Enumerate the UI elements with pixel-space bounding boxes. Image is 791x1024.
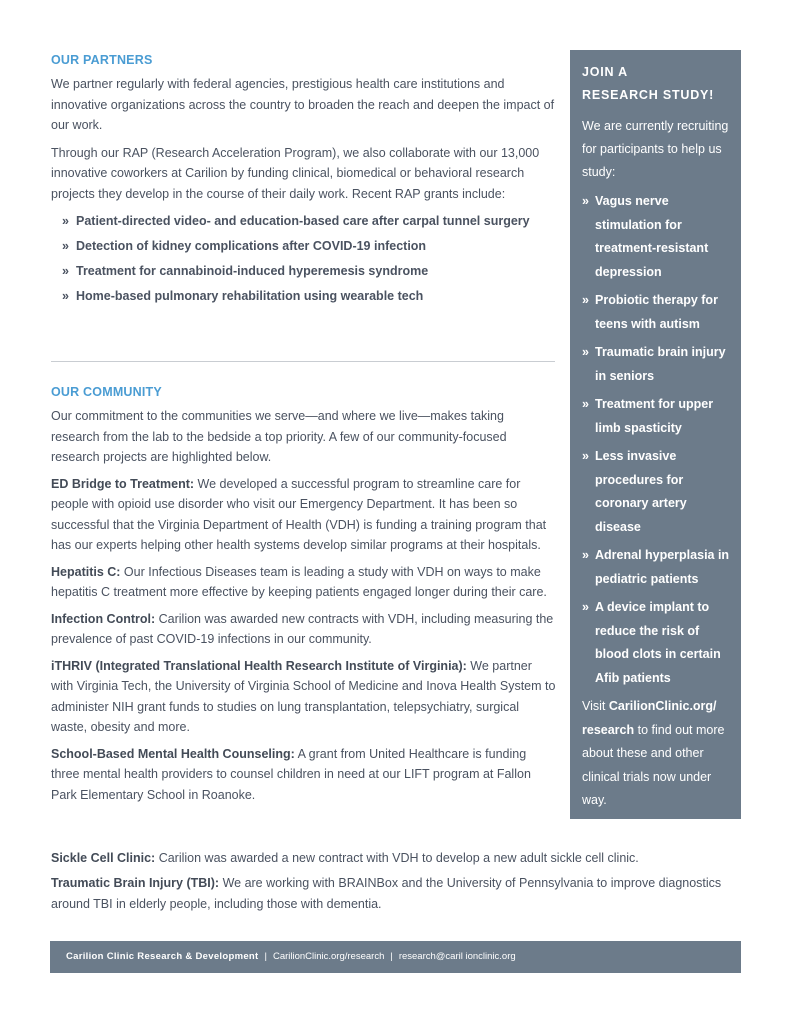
chevron-right-icon: »	[62, 289, 69, 303]
chevron-right-icon: »	[582, 293, 589, 307]
research-study-sidebar	[570, 50, 741, 819]
community-item: iTHRIV (Integrated Translational Health Research Institute of Virginia): We partner with Virginia Tech, the University of Virginia School of Medicine and Inova Health System to administer NIH grant funds to studies on lung transplantation, telepsychiatry, surgical waste, obesity and more.	[51, 658, 556, 734]
study-list	[582, 190, 730, 690]
chevron-right-icon: »	[582, 345, 589, 359]
community-item: School-Based Mental Health Counseling: A grant from United Healthcare is funding three mental health providers to counsel children in need at our LIFT program at Fallon Park Elementary School in Roanoke.	[51, 746, 531, 802]
footer-separator: |	[264, 951, 267, 962]
partners-heading: OUR PARTNERS	[51, 53, 153, 67]
chevron-right-icon: »	[582, 194, 589, 208]
footer-org: Carilion Clinic Research & Development	[66, 951, 259, 962]
chevron-right-icon: »	[62, 239, 69, 253]
partners-section	[51, 52, 556, 311]
sidebar-intro: We are currently recruiting for participants to help us study:	[582, 119, 729, 179]
chevron-right-icon: »	[582, 600, 589, 614]
community-item: Infection Control: Carilion was awarded new contracts with VDH, including measuring the prevalence of past COVID-19 infections in our community.	[51, 611, 554, 646]
footer-bar	[50, 941, 741, 973]
list-item: » Adrenal hyperplasia in pediatric patients	[582, 544, 730, 591]
footer-website-link[interactable]: CarilionClinic.org/research	[272, 951, 385, 962]
community-section	[51, 384, 556, 811]
chevron-right-icon: »	[582, 449, 589, 463]
partners-paragraph-2: Through our RAP (Research Acceleration Program), we also collaborate with our 13,000 innovative coworkers at Carilion by funding clinical, biomedical or behavioral research projects they develop in the course of their daily work. Recent RAP grants include:	[51, 145, 540, 201]
list-item: » A device implant to reduce the risk of blood clots in certain Afib patients	[582, 596, 730, 690]
community-heading: OUR COMMUNITY	[51, 385, 162, 399]
list-item: » Patient-directed video- and education-based care after carpal tunnel surgery	[65, 211, 556, 231]
community-intro: Our commitment to the communities we serve—and where we live—makes taking research from the lab to the bedside a top priority. A few of our community-focused research projects are highlighted below.	[51, 409, 507, 464]
community-item: Hepatitis C: Our Infectious Diseases team is leading a study with VDH on ways to make hepatitis C treatment more effective by keeping patients engaged longer during their care.	[51, 564, 547, 599]
list-item: » Traumatic brain injury in seniors	[582, 341, 730, 388]
community-item: ED Bridge to Treatment: We developed a successful program to streamline care for people with opioid use disorder who visit our Emergency Department. It has been so successful that the Virginia Department of Health (VDH) is funding a training program that has our experts helping other health systems develop similar programs at their hospitals.	[51, 476, 547, 552]
footer-separator: |	[390, 951, 393, 962]
list-item: » Vagus nerve stimulation for treatment-resistant depression	[582, 190, 730, 284]
section-divider	[51, 361, 555, 362]
chevron-right-icon: »	[582, 548, 589, 562]
community-item: Traumatic Brain Injury (TBI): We are working with BRAINBox and the University of Pennsylvania to improve diagnostics around TBI in elderly people, including those with dementia.	[51, 876, 722, 911]
list-item: » Home-based pulmonary rehabilitation using wearable tech	[65, 286, 556, 306]
list-item: » Less invasive procedures for coronary artery disease	[582, 445, 730, 539]
list-item: » Detection of kidney complications after COVID-19 infection	[65, 236, 556, 256]
chevron-right-icon: »	[62, 214, 69, 228]
chevron-right-icon: »	[62, 264, 69, 278]
chevron-right-icon: »	[582, 397, 589, 411]
research-link[interactable]: CarilionClinic.org/ research	[582, 699, 717, 737]
list-item: » Treatment for upper limb spasticity	[582, 393, 730, 440]
footer-email-link[interactable]: research@caril ionclinic.org	[398, 951, 516, 962]
list-item: » Probiotic therapy for teens with autism	[582, 289, 730, 336]
rap-grants-list	[51, 211, 556, 306]
sidebar-visit-text: Visit CarilionClinic.org/ research to find out more about these and other clinical trials now under way.	[582, 699, 725, 807]
partners-paragraph-1: We partner regularly with federal agencies, prestigious health care institutions and innovative organizations across the country to broaden the reach and deepen the impact of our work.	[51, 77, 555, 132]
community-item: Sickle Cell Clinic: Carilion was awarded a new contract with VDH to develop a new adult sickle cell clinic.	[51, 851, 639, 865]
sidebar-title: JOIN A RESEARCH STUDY!	[582, 65, 715, 102]
list-item: » Treatment for cannabinoid-induced hyperemesis syndrome	[65, 261, 556, 281]
